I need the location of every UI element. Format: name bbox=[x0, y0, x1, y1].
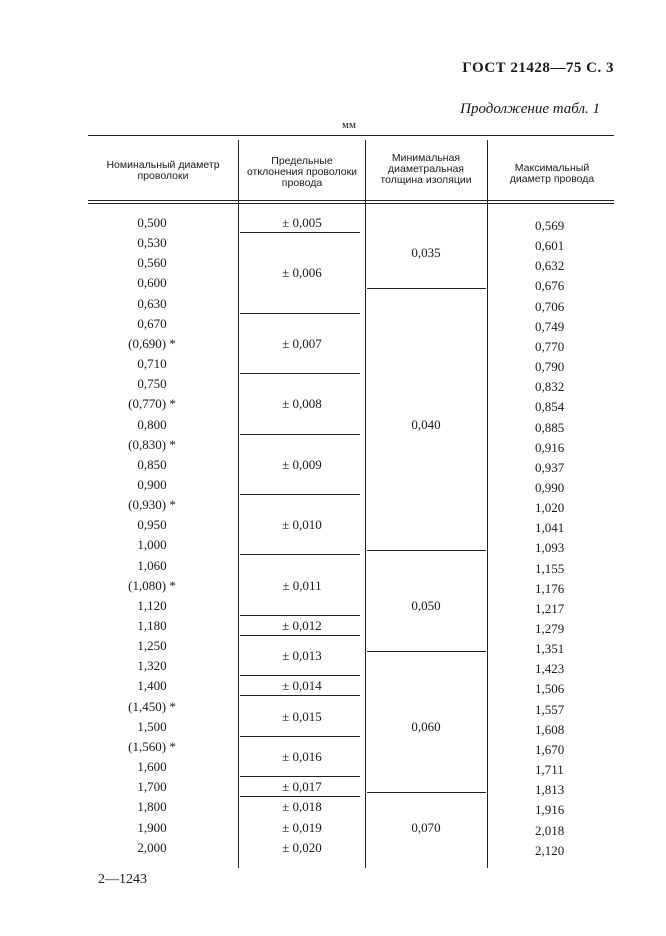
maximum-diameter-cell: 0,706 bbox=[535, 298, 565, 314]
maximum-diameter-cell: 1,351 bbox=[535, 641, 565, 657]
nominal-diameter-cell: 0,530 bbox=[137, 235, 167, 251]
maximum-diameter-cell: 1,217 bbox=[535, 600, 565, 616]
maximum-diameter-cell: 1,041 bbox=[535, 520, 565, 536]
nominal-diameter-cell: 0,950 bbox=[137, 517, 167, 533]
insulation-group-rule bbox=[367, 792, 486, 793]
maximum-diameter-cell: 0,990 bbox=[535, 479, 565, 495]
maximum-diameter-cell: 0,632 bbox=[535, 258, 565, 274]
deviation-group-rule bbox=[240, 232, 360, 233]
insulation-group-rule bbox=[367, 288, 486, 289]
maximum-diameter-cell: 0,916 bbox=[535, 439, 565, 455]
nominal-diameter-cell: 1,600 bbox=[137, 759, 167, 775]
table-top-rule bbox=[88, 135, 614, 136]
deviation-group-rule bbox=[240, 695, 360, 696]
maximum-diameter-cell: 0,569 bbox=[535, 218, 565, 233]
maximum-diameter-cell: 1,608 bbox=[535, 721, 565, 737]
maximum-diameter-cell: 1,670 bbox=[535, 741, 565, 757]
deviation-group-rule bbox=[240, 313, 360, 314]
deviation-cell: ± 0,018 bbox=[282, 799, 322, 815]
deviation-cell: ± 0,011 bbox=[282, 577, 322, 593]
deviation-group-rule bbox=[240, 494, 360, 495]
deviation-cell: ± 0,008 bbox=[282, 396, 322, 412]
maximum-diameter-cell: 1,557 bbox=[535, 701, 565, 717]
column-header-maximum: Максимальный диаметр провода bbox=[509, 162, 595, 185]
nominal-diameter-cell: (0,930) * bbox=[128, 497, 176, 513]
deviation-cell: ± 0,017 bbox=[282, 779, 322, 795]
nominal-diameter-cell: (1,080) * bbox=[128, 577, 176, 593]
maximum-diameter-cell: 0,676 bbox=[535, 278, 565, 294]
deviation-cell: ± 0,005 bbox=[282, 215, 322, 230]
column-header-insulation: Минимальная диаметральная толщина изоляции bbox=[380, 152, 472, 186]
maximum-diameter-cell: 0,601 bbox=[535, 238, 565, 254]
maximum-diameter-cell: 1,813 bbox=[535, 782, 565, 798]
nominal-diameter-cell: 1,500 bbox=[137, 718, 167, 734]
deviation-group-rule bbox=[240, 554, 360, 555]
deviation-cell: ± 0,009 bbox=[282, 456, 322, 472]
nominal-diameter-cell: 2,000 bbox=[137, 839, 167, 855]
standard-header: ГОСТ 21428—75 С. 3 bbox=[462, 60, 614, 76]
deviation-group-rule bbox=[240, 796, 360, 797]
maximum-diameter-cell: 2,018 bbox=[535, 822, 565, 838]
deviation-cell: ± 0,013 bbox=[282, 648, 322, 664]
deviation-group-rule bbox=[240, 373, 360, 374]
column-divider-3 bbox=[487, 140, 488, 868]
deviation-cell: ± 0,015 bbox=[282, 708, 322, 724]
maximum-diameter-cell: 0,832 bbox=[535, 379, 565, 395]
deviation-cell: ± 0,007 bbox=[282, 335, 322, 351]
nominal-diameter-cell: 0,800 bbox=[137, 416, 167, 432]
insulation-group-rule bbox=[367, 651, 486, 652]
insulation-group-rule bbox=[367, 550, 486, 551]
nominal-diameter-cell: 0,630 bbox=[137, 295, 167, 311]
nominal-diameter-cell: 0,600 bbox=[137, 275, 167, 291]
nominal-diameter-cell: 1,900 bbox=[137, 819, 167, 835]
unit-label: мм bbox=[342, 119, 356, 131]
nominal-diameter-cell: 1,180 bbox=[137, 618, 167, 633]
maximum-diameter-cell: 1,711 bbox=[535, 762, 564, 778]
deviation-cell: ± 0,014 bbox=[282, 678, 322, 694]
maximum-diameter-cell: 1,176 bbox=[535, 580, 565, 596]
nominal-diameter-cell: 1,060 bbox=[137, 557, 167, 573]
nominal-diameter-cell: 0,850 bbox=[137, 456, 167, 472]
insulation-thickness-cell: 0,050 bbox=[411, 597, 441, 613]
maximum-diameter-cell: 0,790 bbox=[535, 359, 565, 375]
table-continuation-caption: Продолжение табл. 1 bbox=[460, 101, 600, 117]
insulation-thickness-cell: 0,070 bbox=[411, 819, 441, 835]
nominal-diameter-cell: 1,400 bbox=[137, 678, 167, 694]
maximum-diameter-cell: 1,020 bbox=[535, 500, 565, 516]
nominal-diameter-cell: (1,450) * bbox=[128, 698, 176, 714]
header-bottom-rule-second bbox=[88, 203, 614, 204]
nominal-diameter-cell: 1,700 bbox=[137, 779, 167, 795]
column-divider-1 bbox=[238, 140, 239, 868]
column-header-nominal: Номинальный диаметр проволоки bbox=[106, 159, 220, 182]
maximum-diameter-cell: 1,423 bbox=[535, 661, 565, 677]
deviation-cell: ± 0,020 bbox=[282, 839, 322, 855]
maximum-diameter-cell: 1,506 bbox=[535, 681, 565, 697]
maximum-diameter-cell: 0,937 bbox=[535, 459, 565, 475]
nominal-diameter-cell: 0,900 bbox=[137, 476, 167, 492]
nominal-diameter-cell: 0,500 bbox=[137, 215, 167, 230]
maximum-diameter-cell: 1,093 bbox=[535, 540, 565, 556]
nominal-diameter-cell: 1,250 bbox=[137, 638, 167, 654]
nominal-diameter-cell: 0,750 bbox=[137, 376, 167, 392]
maximum-diameter-cell: 0,885 bbox=[535, 419, 565, 435]
deviation-cell: ± 0,006 bbox=[282, 265, 322, 281]
maximum-diameter-cell: 2,120 bbox=[535, 842, 565, 858]
maximum-diameter-cell: 1,279 bbox=[535, 621, 565, 636]
maximum-diameter-cell: 1,155 bbox=[535, 560, 565, 576]
maximum-diameter-cell: 1,916 bbox=[535, 802, 565, 818]
nominal-diameter-cell: 0,560 bbox=[137, 255, 167, 271]
deviation-group-rule bbox=[240, 736, 360, 737]
insulation-thickness-cell: 0,035 bbox=[411, 245, 441, 261]
insulation-thickness-cell: 0,060 bbox=[411, 718, 441, 734]
page-code: 2—1243 bbox=[98, 872, 147, 887]
deviation-group-rule bbox=[240, 776, 360, 777]
deviation-cell: ± 0,019 bbox=[282, 819, 322, 835]
insulation-thickness-cell: 0,040 bbox=[411, 416, 441, 432]
deviation-group-rule bbox=[240, 434, 360, 435]
nominal-diameter-cell: (0,770) * bbox=[128, 396, 176, 412]
deviation-group-rule bbox=[240, 615, 360, 616]
nominal-diameter-cell: 1,120 bbox=[137, 597, 167, 613]
deviation-cell: ± 0,012 bbox=[282, 618, 322, 633]
header-bottom-rule bbox=[88, 200, 614, 201]
nominal-diameter-cell: 1,800 bbox=[137, 799, 167, 815]
maximum-diameter-cell: 0,854 bbox=[535, 399, 565, 415]
nominal-diameter-cell: 1,000 bbox=[137, 537, 167, 553]
deviation-group-rule bbox=[240, 635, 360, 636]
deviation-group-rule bbox=[240, 675, 360, 676]
maximum-diameter-cell: 0,770 bbox=[535, 338, 565, 354]
nominal-diameter-cell: (0,830) * bbox=[128, 436, 176, 452]
nominal-diameter-cell: (1,560) * bbox=[128, 738, 176, 754]
column-header-deviation: Предельные отклонения проволоки провода bbox=[246, 155, 358, 189]
nominal-diameter-cell: 1,320 bbox=[137, 658, 167, 674]
nominal-diameter-cell: 0,670 bbox=[137, 315, 167, 331]
nominal-diameter-cell: (0,690) * bbox=[128, 335, 176, 351]
deviation-cell: ± 0,016 bbox=[282, 748, 322, 764]
nominal-diameter-cell: 0,710 bbox=[137, 356, 167, 372]
deviation-cell: ± 0,010 bbox=[282, 517, 322, 533]
maximum-diameter-cell: 0,749 bbox=[535, 318, 565, 334]
